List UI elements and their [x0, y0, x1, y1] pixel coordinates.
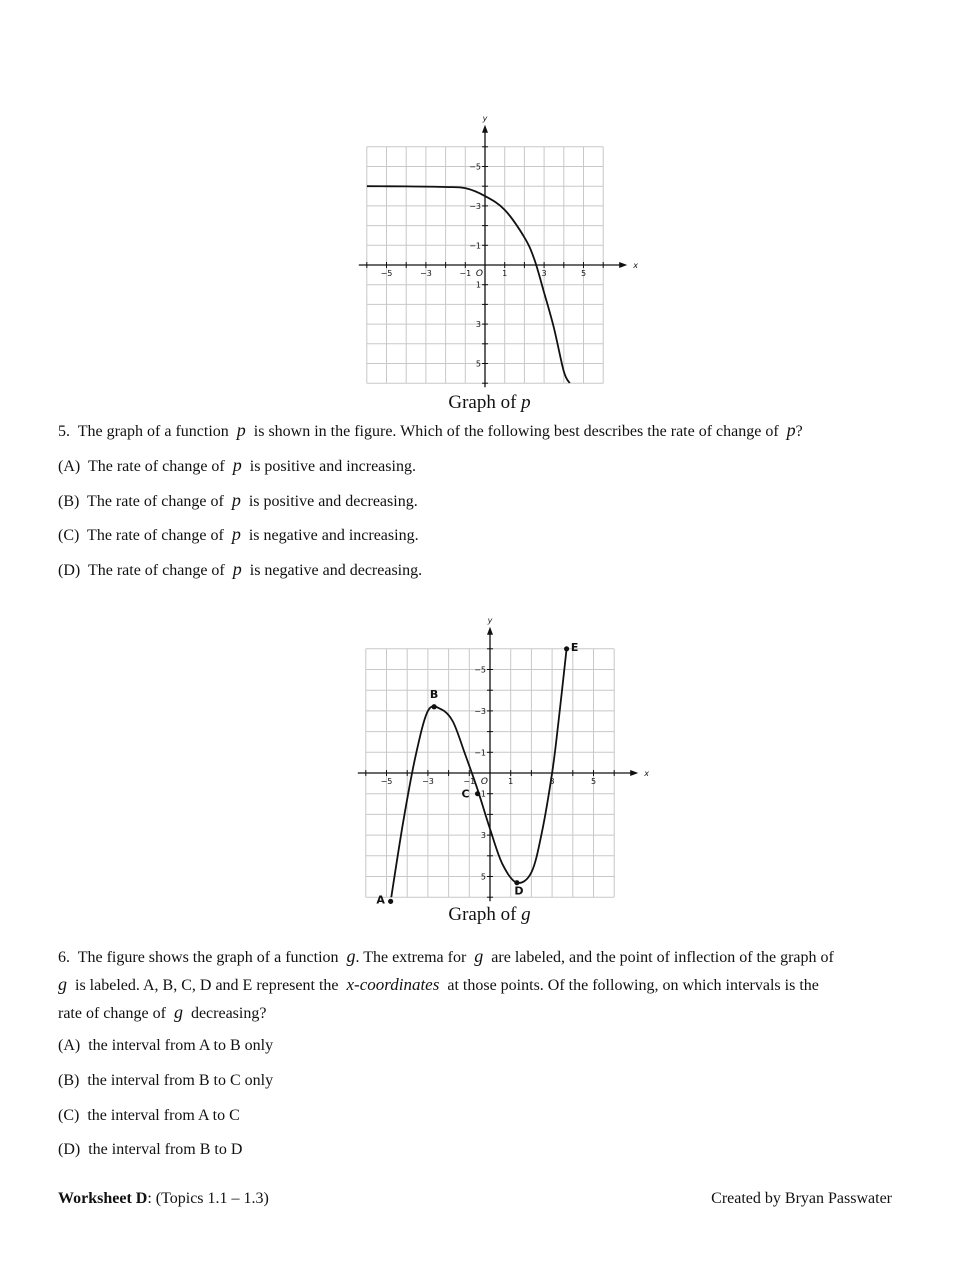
x-tick-label: 5: [580, 269, 587, 278]
x-tick-label: 1: [502, 269, 508, 278]
point-c: [475, 791, 480, 796]
y-tick-label: −3: [469, 201, 481, 211]
x-tick-label: −1: [463, 777, 476, 786]
x-tick-label: −5: [380, 777, 393, 786]
y-tick-label: −1: [474, 748, 486, 758]
origin-label: O: [475, 269, 483, 279]
origin-label: O: [480, 777, 488, 787]
x-tick-label: −1: [459, 269, 472, 278]
q5-option-b[interactable]: (B) The rate of change of p is positive and decreasing.: [58, 490, 418, 510]
y-tick-label: 1: [475, 280, 481, 290]
y-tick-label: 3: [475, 320, 481, 330]
y-axis-arrow: [487, 627, 493, 635]
series-g-curve: [391, 649, 567, 902]
graph-g: [340, 615, 650, 910]
q5-option-c[interactable]: (C) The rate of change of p is negative and increasing.: [58, 524, 419, 544]
y-tick-label: −3: [474, 706, 486, 716]
point-b: [432, 704, 437, 709]
x-axis-label: x: [644, 769, 649, 778]
x-tick-label: 5: [590, 777, 597, 786]
y-tick-label: −1: [469, 241, 481, 251]
graph-p: [340, 110, 640, 400]
y-tick-label: 5: [475, 359, 481, 369]
x-axis-arrow: [619, 262, 627, 268]
x-tick-label: −3: [422, 777, 434, 786]
q5-option-a[interactable]: (A) The rate of change of p is positive and increasing.: [58, 455, 416, 475]
y-tick-label: 1: [480, 789, 486, 799]
x-axis-arrow: [630, 770, 638, 776]
q6-option-d[interactable]: (D) the interval from B to D: [58, 1141, 243, 1158]
x-tick-label: 3: [541, 269, 547, 278]
point-label-b: B: [429, 687, 439, 701]
y-axis-arrow: [482, 125, 488, 133]
point-e: [564, 646, 569, 651]
y-tick-label: 5: [480, 872, 486, 882]
y-tick-label: −5: [474, 665, 486, 675]
q5-option-d[interactable]: (D) The rate of change of p is negative and decreasing.: [58, 559, 423, 579]
footer-worksheet: Worksheet D: (Topics 1.1 – 1.3): [58, 1190, 269, 1207]
y-axis-label: y: [482, 113, 488, 123]
x-tick-label: 3: [549, 777, 555, 786]
y-axis-label: y: [487, 615, 493, 625]
x-axis-label: x: [633, 261, 638, 270]
question-6-stem: 6. The figure shows the graph of a function g. The extrema for g are labeled, and the point of inflection of the graph of g is labeled. A, B, C, D and E represent the x-coordinates at those points. Of the following, on which intervals is the rate of change of g decreasing?: [58, 946, 834, 1022]
graph-g-caption: Graph of g: [448, 904, 531, 925]
x-tick-label: −3: [420, 269, 432, 278]
footer-author: Created by Bryan Passwater: [711, 1190, 892, 1207]
point-label-e: E: [570, 640, 579, 654]
point-label-d: D: [514, 884, 524, 898]
point-label-c: C: [461, 787, 470, 801]
y-tick-label: 3: [480, 831, 486, 841]
x-tick-label: 1: [508, 777, 514, 786]
graph-p-caption: Graph of p: [448, 392, 531, 413]
q6-option-b[interactable]: (B) the interval from B to C only: [58, 1072, 274, 1089]
q6-option-a[interactable]: (A) the interval from A to B only: [58, 1037, 274, 1054]
point-label-a: A: [376, 893, 385, 907]
y-tick-label: −5: [469, 162, 481, 172]
question-5-stem: 5. The graph of a function p is shown in the figure. Which of the following best describes the rate of change of p?: [58, 420, 803, 440]
q6-option-c[interactable]: (C) the interval from A to C: [58, 1107, 240, 1124]
x-tick-label: −5: [380, 269, 393, 278]
